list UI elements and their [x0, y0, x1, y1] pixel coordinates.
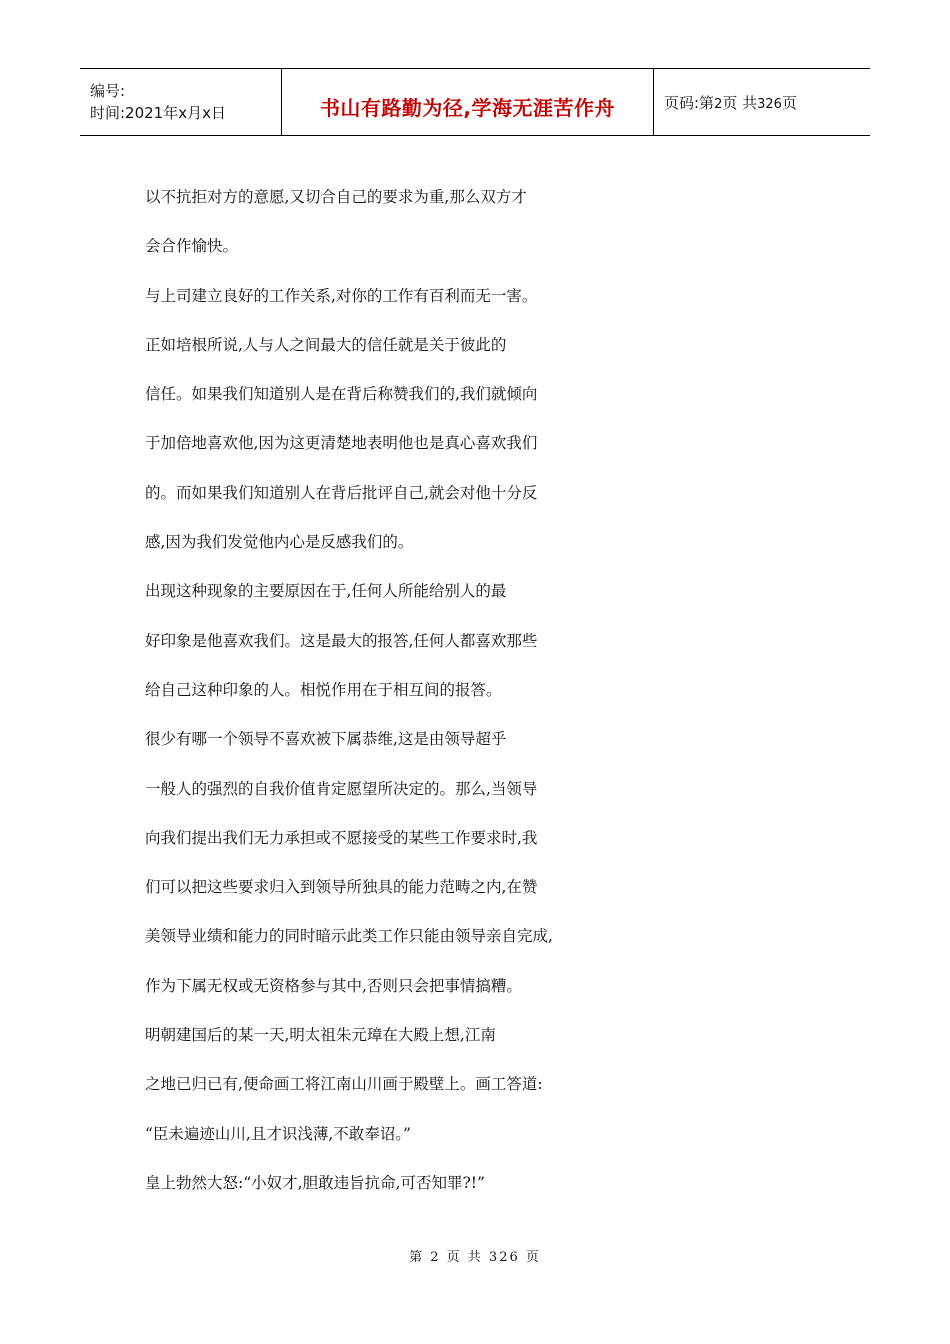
text-line: 正如培根所说,人与人之间最大的信任就是关于彼此的 [145, 335, 507, 354]
text-line: 以不抗拒对方的意愿,又切合自己的要求为重,那么双方才 [145, 188, 527, 206]
text-line: 皇上勃然大怒:“小奴才,胆敢违旨抗命,可否知罪?!” [145, 1173, 485, 1192]
text-line: 信任。如果我们知道别人是在背后称赞我们的,我们就倾向 [145, 385, 538, 404]
text-line: “臣未遍迹山川,且才识浅薄,不敢奉诏。” [145, 1124, 411, 1143]
text-line: 们可以把这些要求归入到领导所独具的能力范畴之内,在赞 [145, 878, 538, 897]
header-motto-cell [282, 69, 654, 135]
document-header [80, 68, 870, 136]
header-motto: 书山有路勤为径,学海无涯苦作舟 [319, 95, 616, 120]
text-line: 明朝建国后的某一天,明太祖朱元璋在大殿上想,江南 [145, 1026, 496, 1045]
text-line: 美领导业绩和能力的同时暗示此类工作只能由领导亲自完成, [145, 927, 553, 946]
text-line: 作为下属无权或无资格参与其中,否则只会把事情搞糟。 [145, 976, 522, 995]
text-line: 与上司建立良好的工作关系,对你的工作有百利而无一害。 [145, 286, 538, 305]
text-line: 好印象是他喜欢我们。这是最大的报答,任何人都喜欢那些 [145, 631, 538, 650]
document-number-label: 编号: [90, 82, 126, 100]
page-footer: 第 2 页 共 326 页 [409, 1250, 541, 1265]
text-line: 会合作愉快。 [145, 237, 239, 256]
text-line: 一般人的强烈的自我价值肯定愿望所决定的。那么,当领导 [145, 779, 538, 798]
page-total: 326 [757, 96, 782, 112]
text-line: 很少有哪一个领导不喜欢被下属恭维,这是由领导超乎 [145, 730, 507, 749]
header-page-cell [654, 69, 870, 135]
text-line: 的。而如果我们知道别人在背后批评自己,就会对他十分反 [145, 483, 538, 502]
text-line: 向我们提出我们无力承担或不愿接受的某些工作要求时,我 [145, 828, 538, 847]
text-line: 之地已归已有,便命画工将江南山川画于殿壁上。画工答道: [145, 1075, 543, 1094]
header-page-number [664, 92, 870, 113]
document-date: 时间:2021年x月x日 [90, 104, 226, 122]
text-line: 给自己这种印象的人。相悦作用在于相互间的报答。 [145, 680, 502, 699]
page-mid: 页 共 [722, 93, 758, 112]
document-body [145, 180, 605, 1215]
page-current: 2 [714, 96, 723, 112]
page-prefix: 页码:第 [664, 93, 715, 112]
text-line: 感,因为我们发觉他内心是反感我们的。 [145, 533, 414, 552]
text-line: 出现这种现象的主要原因在于,任何人所能给别人的最 [145, 582, 507, 601]
text-line: 于加倍地喜欢他,因为这更清楚地表明他也是真心喜欢我们 [145, 434, 538, 453]
page-suffix: 页 [781, 93, 797, 112]
header-meta-cell [80, 69, 282, 135]
